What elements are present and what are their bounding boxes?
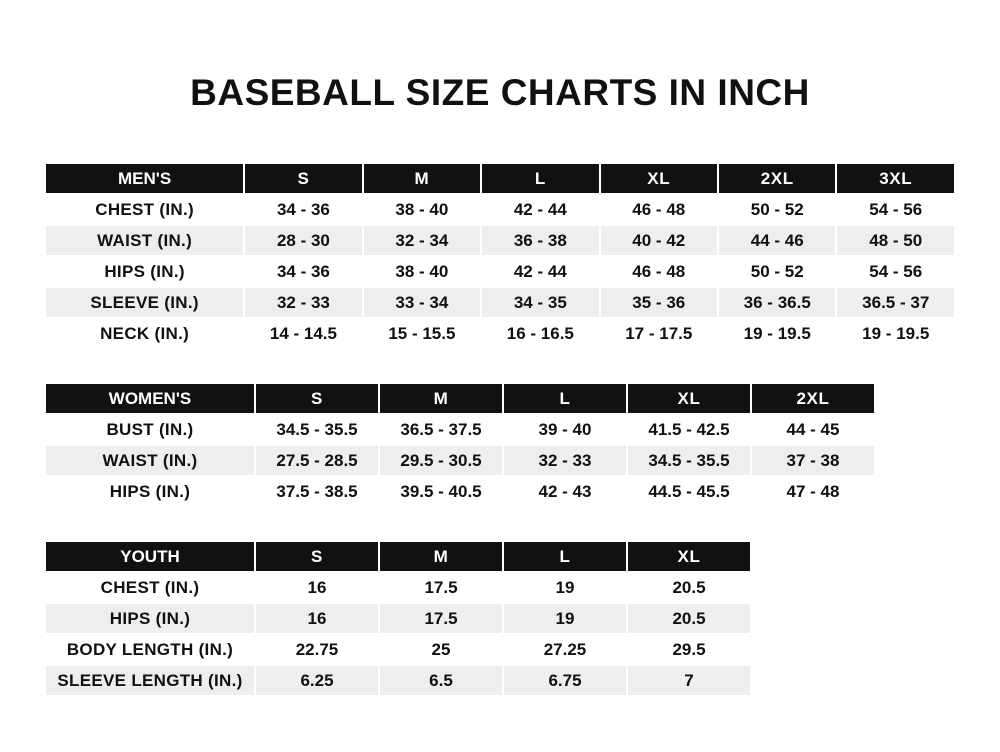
youth-size-table <box>44 540 752 697</box>
table-cell: 36 - 38 <box>481 225 599 256</box>
table-cell: 50 - 52 <box>718 256 836 287</box>
row-label: WAIST (IN.) <box>45 445 255 476</box>
table-cell: 41.5 - 42.5 <box>627 414 751 445</box>
row-label: HIPS (IN.) <box>45 476 255 507</box>
table-cell: 6.25 <box>255 665 379 696</box>
table-cell: 38 - 40 <box>363 256 481 287</box>
row-label: WAIST (IN.) <box>45 225 244 256</box>
table-cell: 6.5 <box>379 665 503 696</box>
table-header-row <box>45 163 955 194</box>
column-header: WOMEN'S <box>45 383 255 414</box>
table-cell: 33 - 34 <box>363 287 481 318</box>
table-cell: 32 - 34 <box>363 225 481 256</box>
table-cell: 34 - 35 <box>481 287 599 318</box>
table-cell: 6.75 <box>503 665 627 696</box>
table-cell: 14 - 14.5 <box>244 318 362 349</box>
row-label: SLEEVE (IN.) <box>45 287 244 318</box>
column-header: 2XL <box>751 383 875 414</box>
table-cell: 20.5 <box>627 603 751 634</box>
table-cell: 39 - 40 <box>503 414 627 445</box>
column-header: L <box>481 163 599 194</box>
row-label: CHEST (IN.) <box>45 194 244 225</box>
table-cell: 28 - 30 <box>244 225 362 256</box>
table-cell: 29.5 - 30.5 <box>379 445 503 476</box>
table-cell: 37 - 38 <box>751 445 875 476</box>
table-cell: 19 <box>503 572 627 603</box>
column-header: L <box>503 541 627 572</box>
column-header: 2XL <box>718 163 836 194</box>
column-header: M <box>363 163 481 194</box>
table-header-row <box>45 383 875 414</box>
table-cell: 29.5 <box>627 634 751 665</box>
table-cell: 36.5 - 37.5 <box>379 414 503 445</box>
table-cell: 42 - 44 <box>481 194 599 225</box>
column-header: 3XL <box>836 163 955 194</box>
womens-size-table <box>44 382 876 508</box>
table-cell: 16 <box>255 603 379 634</box>
column-header: M <box>379 383 503 414</box>
table-cell: 27.25 <box>503 634 627 665</box>
column-header: S <box>244 163 362 194</box>
table-cell: 20.5 <box>627 572 751 603</box>
mens-size-table <box>44 162 956 350</box>
table-cell: 54 - 56 <box>836 256 955 287</box>
table-cell: 16 - 16.5 <box>481 318 599 349</box>
table-row <box>45 445 875 476</box>
row-label: CHEST (IN.) <box>45 572 255 603</box>
table-cell: 32 - 33 <box>503 445 627 476</box>
table-row <box>45 225 955 256</box>
table-cell: 44.5 - 45.5 <box>627 476 751 507</box>
row-label: BODY LENGTH (IN.) <box>45 634 255 665</box>
table-cell: 16 <box>255 572 379 603</box>
row-label: NECK (IN.) <box>45 318 244 349</box>
table-cell: 17.5 <box>379 603 503 634</box>
table-cell: 44 - 45 <box>751 414 875 445</box>
table-cell: 48 - 50 <box>836 225 955 256</box>
table-cell: 54 - 56 <box>836 194 955 225</box>
column-header: MEN'S <box>45 163 244 194</box>
table-cell: 17 - 17.5 <box>600 318 718 349</box>
row-label: HIPS (IN.) <box>45 256 244 287</box>
table-cell: 25 <box>379 634 503 665</box>
table-cell: 46 - 48 <box>600 256 718 287</box>
table-cell: 34.5 - 35.5 <box>255 414 379 445</box>
column-header: YOUTH <box>45 541 255 572</box>
table-cell: 40 - 42 <box>600 225 718 256</box>
table-row <box>45 256 955 287</box>
table-cell: 27.5 - 28.5 <box>255 445 379 476</box>
tables-container <box>0 162 1000 697</box>
table-cell: 32 - 33 <box>244 287 362 318</box>
table-cell: 46 - 48 <box>600 194 718 225</box>
table-row <box>45 634 751 665</box>
table-row <box>45 572 751 603</box>
column-header: S <box>255 383 379 414</box>
table-cell: 17.5 <box>379 572 503 603</box>
row-label: HIPS (IN.) <box>45 603 255 634</box>
table-cell: 39.5 - 40.5 <box>379 476 503 507</box>
table-row <box>45 665 751 696</box>
table-row <box>45 414 875 445</box>
table-cell: 34.5 - 35.5 <box>627 445 751 476</box>
page-title: BASEBALL SIZE CHARTS IN INCH <box>190 72 810 113</box>
table-cell: 35 - 36 <box>600 287 718 318</box>
table-cell: 37.5 - 38.5 <box>255 476 379 507</box>
table-cell: 22.75 <box>255 634 379 665</box>
table-cell: 15 - 15.5 <box>363 318 481 349</box>
table-cell: 36.5 - 37 <box>836 287 955 318</box>
table-cell: 38 - 40 <box>363 194 481 225</box>
column-header: XL <box>600 163 718 194</box>
table-header-row <box>45 541 751 572</box>
column-header: M <box>379 541 503 572</box>
table-cell: 47 - 48 <box>751 476 875 507</box>
table-cell: 7 <box>627 665 751 696</box>
table-cell: 19 - 19.5 <box>836 318 955 349</box>
table-row <box>45 476 875 507</box>
table-cell: 50 - 52 <box>718 194 836 225</box>
column-header: S <box>255 541 379 572</box>
row-label: SLEEVE LENGTH (IN.) <box>45 665 255 696</box>
column-header: XL <box>627 541 751 572</box>
table-cell: 34 - 36 <box>244 194 362 225</box>
column-header: XL <box>627 383 751 414</box>
table-row <box>45 194 955 225</box>
table-row <box>45 603 751 634</box>
table-cell: 19 <box>503 603 627 634</box>
table-row <box>45 287 955 318</box>
table-cell: 19 - 19.5 <box>718 318 836 349</box>
table-cell: 36 - 36.5 <box>718 287 836 318</box>
table-cell: 42 - 44 <box>481 256 599 287</box>
table-cell: 44 - 46 <box>718 225 836 256</box>
table-cell: 42 - 43 <box>503 476 627 507</box>
table-row <box>45 318 955 349</box>
column-header: L <box>503 383 627 414</box>
table-cell: 34 - 36 <box>244 256 362 287</box>
row-label: BUST (IN.) <box>45 414 255 445</box>
